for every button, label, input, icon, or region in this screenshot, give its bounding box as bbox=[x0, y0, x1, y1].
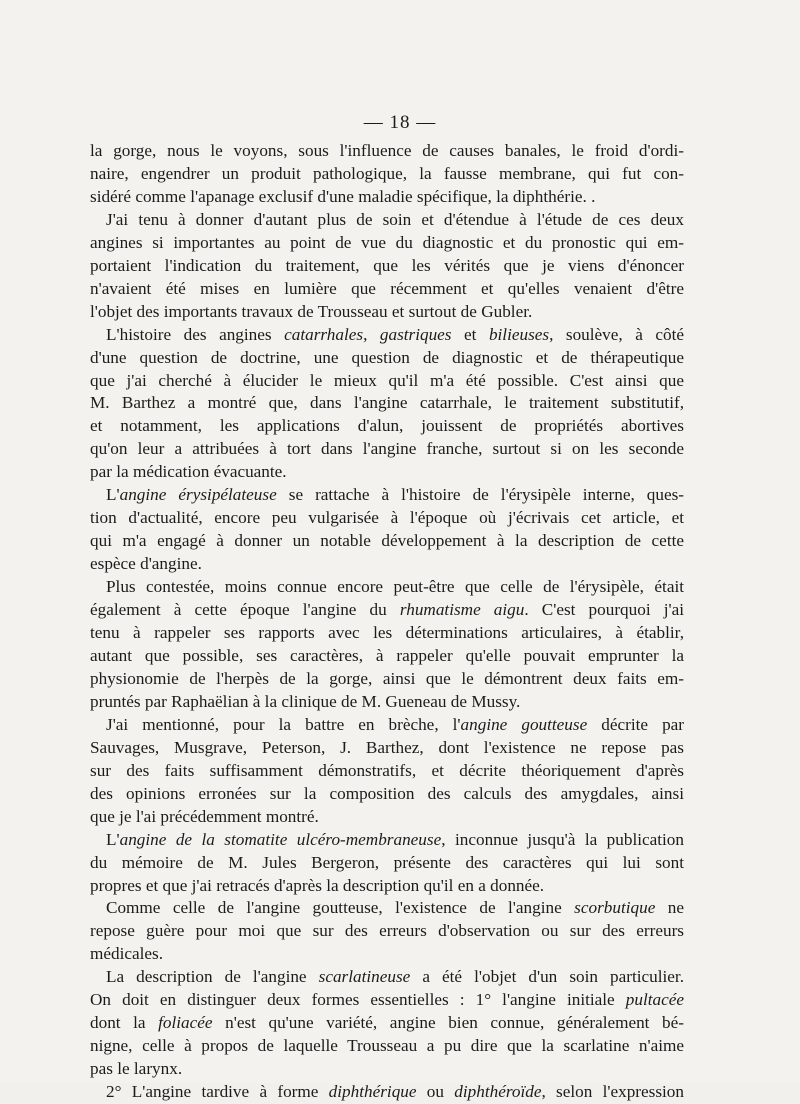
text-line bbox=[90, 714, 684, 737]
page-number: — 18 — bbox=[363, 112, 437, 133]
text-segment: par la médication évacuante. bbox=[90, 462, 287, 482]
italic-term: rhumatisme aigu bbox=[399, 600, 525, 620]
text-segment: propres et que j'ai retracés d'après la description qu'il en a donnée. bbox=[90, 875, 545, 895]
text-line bbox=[90, 943, 684, 966]
text-segment: , bbox=[363, 324, 380, 344]
text-line bbox=[90, 576, 684, 599]
italic-term: catarrhales bbox=[284, 324, 364, 344]
text-segment: l'objet des importants travaux de Trousseau et surtout de Gubler. bbox=[90, 301, 533, 321]
text-line bbox=[90, 1058, 684, 1081]
text-segment: du mémoire de M. Jules Bergeron, présente des caractères qui lui sont bbox=[90, 852, 684, 872]
text-segment: M. Barthez a montré que, dans l'angine catarrhale, le traitement substitutif, bbox=[90, 393, 684, 413]
text-segment: qu'on leur a attribuées à tort dans l'angine franche, surtout si on les seconde bbox=[90, 439, 684, 459]
text-segment: qui m'a engagé à donner un notable développement à la description de cette bbox=[90, 531, 684, 551]
text-line bbox=[90, 530, 684, 553]
text-line bbox=[90, 829, 684, 852]
text-segment: On doit en distinguer deux formes essentielles : 1° l'angine initiale bbox=[90, 990, 626, 1010]
text-segment: pas le larynx. bbox=[90, 1059, 183, 1079]
text-segment: a été l'objet d'un soin particulier. bbox=[410, 967, 684, 987]
text-line bbox=[90, 507, 684, 530]
text-segment: sidéré comme l'apanage exclusif d'une maladie spécifique, la diphthérie. . bbox=[90, 186, 596, 206]
text-line bbox=[90, 760, 684, 783]
italic-term: angine de la stomatite ulcéro-membraneuse bbox=[119, 829, 442, 849]
text-segment: repose guère pour moi que sur des erreurs d'observation ou sur des erreurs bbox=[90, 921, 684, 941]
text-line bbox=[90, 186, 684, 209]
text-line bbox=[90, 301, 684, 324]
text-segment: ne bbox=[655, 898, 684, 918]
text-segment: des opinions erronées sur la composition des calculs des amygdales, ainsi bbox=[90, 783, 684, 803]
italic-term: foliacée bbox=[158, 1013, 213, 1033]
text-segment: La description de l'angine bbox=[106, 967, 319, 987]
text-line bbox=[90, 783, 684, 806]
text-segment: d'une question de doctrine, une question de diagnostic et de thérapeutique bbox=[90, 347, 684, 367]
text-segment: également à cette époque l'angine du bbox=[90, 600, 400, 620]
text-segment: naire, engendrer un produit pathologique, la fausse membrane, qui fut con- bbox=[90, 163, 684, 183]
text-segment: L' bbox=[106, 829, 120, 849]
text-segment: dont la bbox=[90, 1013, 159, 1033]
text-line bbox=[90, 989, 684, 1012]
text-line bbox=[90, 278, 684, 301]
text-segment: portaient l'indication du traitement, que les vérités que je viens d'énoncer bbox=[90, 255, 684, 275]
text-segment: n'avaient été mises en lumière que récemment et qu'elles venaient d'être bbox=[90, 278, 684, 298]
italic-term: scorbutique bbox=[574, 898, 656, 918]
text-segment: tenu à rappeler ses rapports avec les déterminations articulaires, à établir, bbox=[90, 623, 684, 643]
italic-term: bilieuses bbox=[488, 324, 550, 344]
text-line bbox=[90, 1012, 684, 1035]
text-segment: 2° L'angine tardive à forme bbox=[106, 1082, 329, 1102]
text-line bbox=[90, 347, 684, 370]
text-segment: , inconnue jusqu'à la publication bbox=[441, 829, 684, 849]
text-line bbox=[90, 1081, 684, 1104]
text-line bbox=[90, 324, 684, 347]
text-line bbox=[90, 645, 684, 668]
text-segment: que j'ai cherché à élucider le mieux qu'il m'a été possible. C'est ainsi que bbox=[90, 370, 684, 390]
text-line bbox=[90, 806, 684, 829]
text-line bbox=[90, 966, 684, 989]
text-segment: autant que possible, ses caractères, à rappeler qu'elle pouvait emprunter la bbox=[90, 645, 684, 665]
text-segment: tion d'actualité, encore peu vulgarisée à l'époque où j'écrivais cet article, et bbox=[90, 508, 684, 528]
text-segment: médicales. bbox=[90, 944, 164, 964]
text-line bbox=[90, 209, 684, 232]
text-segment: nigne, celle à propos de laquelle Trousseau a pu dire que la scarlatine n'aime bbox=[90, 1036, 684, 1056]
text-segment: ou bbox=[416, 1082, 455, 1102]
text-line bbox=[90, 415, 684, 438]
italic-term: gastriques bbox=[379, 324, 452, 344]
text-line bbox=[90, 622, 684, 645]
text-line bbox=[90, 255, 684, 278]
text-line bbox=[90, 392, 684, 415]
text-segment: sur des faits suffisamment démonstratifs, et décrite théoriquement d'après bbox=[90, 760, 684, 780]
text-line bbox=[90, 232, 684, 255]
text-segment: pruntés par Raphaëlian à la clinique de M. Gueneau de Mussy. bbox=[90, 691, 521, 711]
text-line bbox=[90, 897, 684, 920]
text-line bbox=[90, 163, 684, 186]
text-line bbox=[90, 370, 684, 393]
italic-term: diphthéroïde bbox=[454, 1082, 542, 1102]
text-line bbox=[90, 668, 684, 691]
text-line bbox=[90, 438, 684, 461]
text-line bbox=[90, 875, 684, 898]
text-segment: espèce d'angine. bbox=[90, 554, 202, 574]
text-segment: Plus contestée, moins connue encore peut-être que celle de l'érysipèle, était bbox=[106, 577, 684, 597]
italic-term: angine goutteuse bbox=[460, 714, 588, 734]
text-line bbox=[90, 140, 684, 163]
text-segment: J'ai mentionné, pour la battre en brèche, l' bbox=[106, 714, 461, 734]
text-segment: décrite par bbox=[587, 714, 685, 734]
text-line bbox=[90, 1035, 684, 1058]
italic-term: diphthérique bbox=[328, 1082, 417, 1102]
text-segment: L' bbox=[106, 485, 120, 505]
text-segment: Sauvages, Musgrave, Peterson, J. Barthez, dont l'existence ne repose pas bbox=[90, 737, 684, 757]
italic-term: angine érysipélateuse bbox=[119, 485, 277, 505]
body-text bbox=[90, 140, 684, 1104]
text-segment: physionomie de l'herpès de la gorge, ainsi que le démontrent deux faits em- bbox=[90, 668, 684, 688]
text-segment: que je l'ai précédemment montré. bbox=[90, 806, 319, 826]
text-segment: et notamment, les applications d'alun, jouissent de propriétés abortives bbox=[90, 416, 684, 436]
text-line bbox=[90, 737, 684, 760]
text-line bbox=[90, 852, 684, 875]
text-segment: , soulève, à côté bbox=[549, 324, 684, 344]
text-segment: se rattache à l'histoire de l'érysipèle interne, ques- bbox=[276, 485, 684, 505]
text-line bbox=[90, 553, 684, 576]
text-line bbox=[90, 599, 684, 622]
italic-term: scarlatineuse bbox=[318, 967, 411, 987]
italic-term: pultacée bbox=[625, 990, 684, 1010]
text-segment: angines si importantes au point de vue du diagnostic et du pronostic qui em- bbox=[90, 232, 684, 252]
text-line bbox=[90, 461, 684, 484]
text-segment: n'est qu'une variété, angine bien connue, généralement bé- bbox=[212, 1013, 684, 1033]
text-segment: Comme celle de l'angine goutteuse, l'existence de l'angine bbox=[106, 898, 575, 918]
text-line bbox=[90, 920, 684, 943]
text-segment: L'histoire des angines bbox=[106, 324, 285, 344]
text-segment: et bbox=[451, 324, 489, 344]
text-segment: , selon l'expression bbox=[541, 1082, 684, 1102]
text-line bbox=[90, 691, 684, 714]
text-segment: J'ai tenu à donner d'autant plus de soin et d'étendue à l'étude de ces deux bbox=[106, 209, 684, 229]
text-line bbox=[90, 484, 684, 507]
text-segment: la gorge, nous le voyons, sous l'influence de causes banales, le froid d'ordi- bbox=[90, 141, 684, 160]
text-segment: . C'est pourquoi j'ai bbox=[524, 600, 684, 620]
